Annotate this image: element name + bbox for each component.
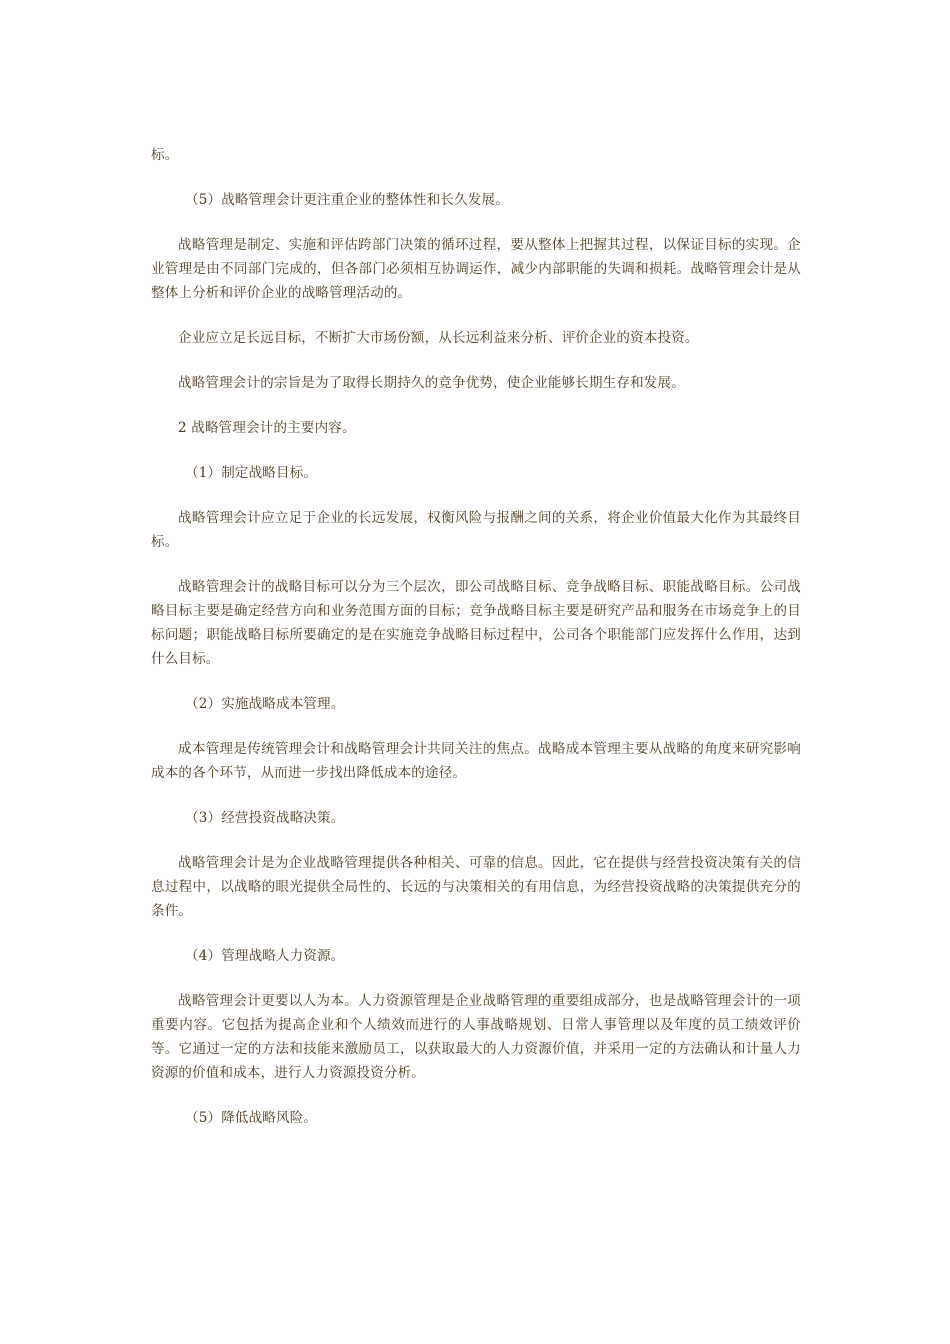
subheading-5-risk: （5）降低战略风险。	[185, 1110, 318, 1126]
subheading-1-strategic-goals: （1）制定战略目标。	[185, 465, 318, 481]
subheading-3-investment-decision: （3）经营投资战略决策。	[185, 810, 345, 826]
subheading-4-human-resources: （4）管理战略人力资源。	[185, 948, 345, 964]
paragraph-body: 战略管理会计应立足于企业的长远发展，权衡风险与报酬之间的关系，将企业价值最大化作为其最终目标。	[151, 510, 801, 550]
document-body	[151, 143, 801, 1151]
paragraph-body: 成本管理是传统管理会计和战略管理会计共同关注的焦点。战略成本管理主要从战略的角度来研究影响成本的各个环节，从而进一步找出降低成本的途径。	[151, 741, 801, 781]
paragraph-body: 战略管理会计更要以人为本。人力资源管理是企业战略管理的重要组成部分，也是战略管理会计的一项重要内容。它包括为提高企业和个人绩效而进行的人事战略规划、日常人事管理以及年度的员工绩效评价等。它通过一定的方法和技能来激励员工，以获取最大的人力资源价值，并采用一定的方法确认和计量人力资源的价值和成本，进行人力资源投资分析。	[151, 993, 801, 1081]
section-heading-main-content: 2 战略管理会计的主要内容。	[178, 420, 356, 436]
paragraph-body: 战略管理会计的战略目标可以分为三个层次，即公司战略目标、竞争战略目标、职能战略目标。公司战略目标主要是确定经营方向和业务范围方面的目标；竞争战略目标主要是研究产品和服务在市场竞争上的目标问题；职能战略目标所要确定的是在实施竞争战略目标过程中，公司各个职能部门应发挥什么作用，达到什么目标。	[151, 579, 801, 667]
paragraph-body: 战略管理是制定、实施和评估跨部门决策的循环过程，要从整体上把握其过程，以保证目标的实现。企业管理是由不同部门完成的，但各部门必须相互协调运作，减少内部职能的失调和损耗。战略管理会计是从整体上分析和评价企业的战略管理活动的。	[151, 237, 801, 301]
subheading-5-holistic: （5）战略管理会计更注重企业的整体性和长久发展。	[185, 192, 509, 208]
paragraph-body: 战略管理会计的宗旨是为了取得长期持久的竞争优势，使企业能够长期生存和发展。	[178, 375, 685, 391]
subheading-2-cost-management: （2）实施战略成本管理。	[185, 696, 345, 712]
paragraph-body: 战略管理会计是为企业战略管理提供各种相关、可靠的信息。因此，它在提供与经营投资决策有关的信息过程中，以战略的眼光提供全局性的、长远的与决策相关的有用信息，为经营投资战略的决策提供充分的条件。	[151, 855, 801, 919]
paragraph-body: 企业应立足长远目标，不断扩大市场份额，从长远利益来分析、评价企业的资本投资。	[178, 330, 699, 346]
paragraph-continuation: 标。	[151, 147, 179, 163]
